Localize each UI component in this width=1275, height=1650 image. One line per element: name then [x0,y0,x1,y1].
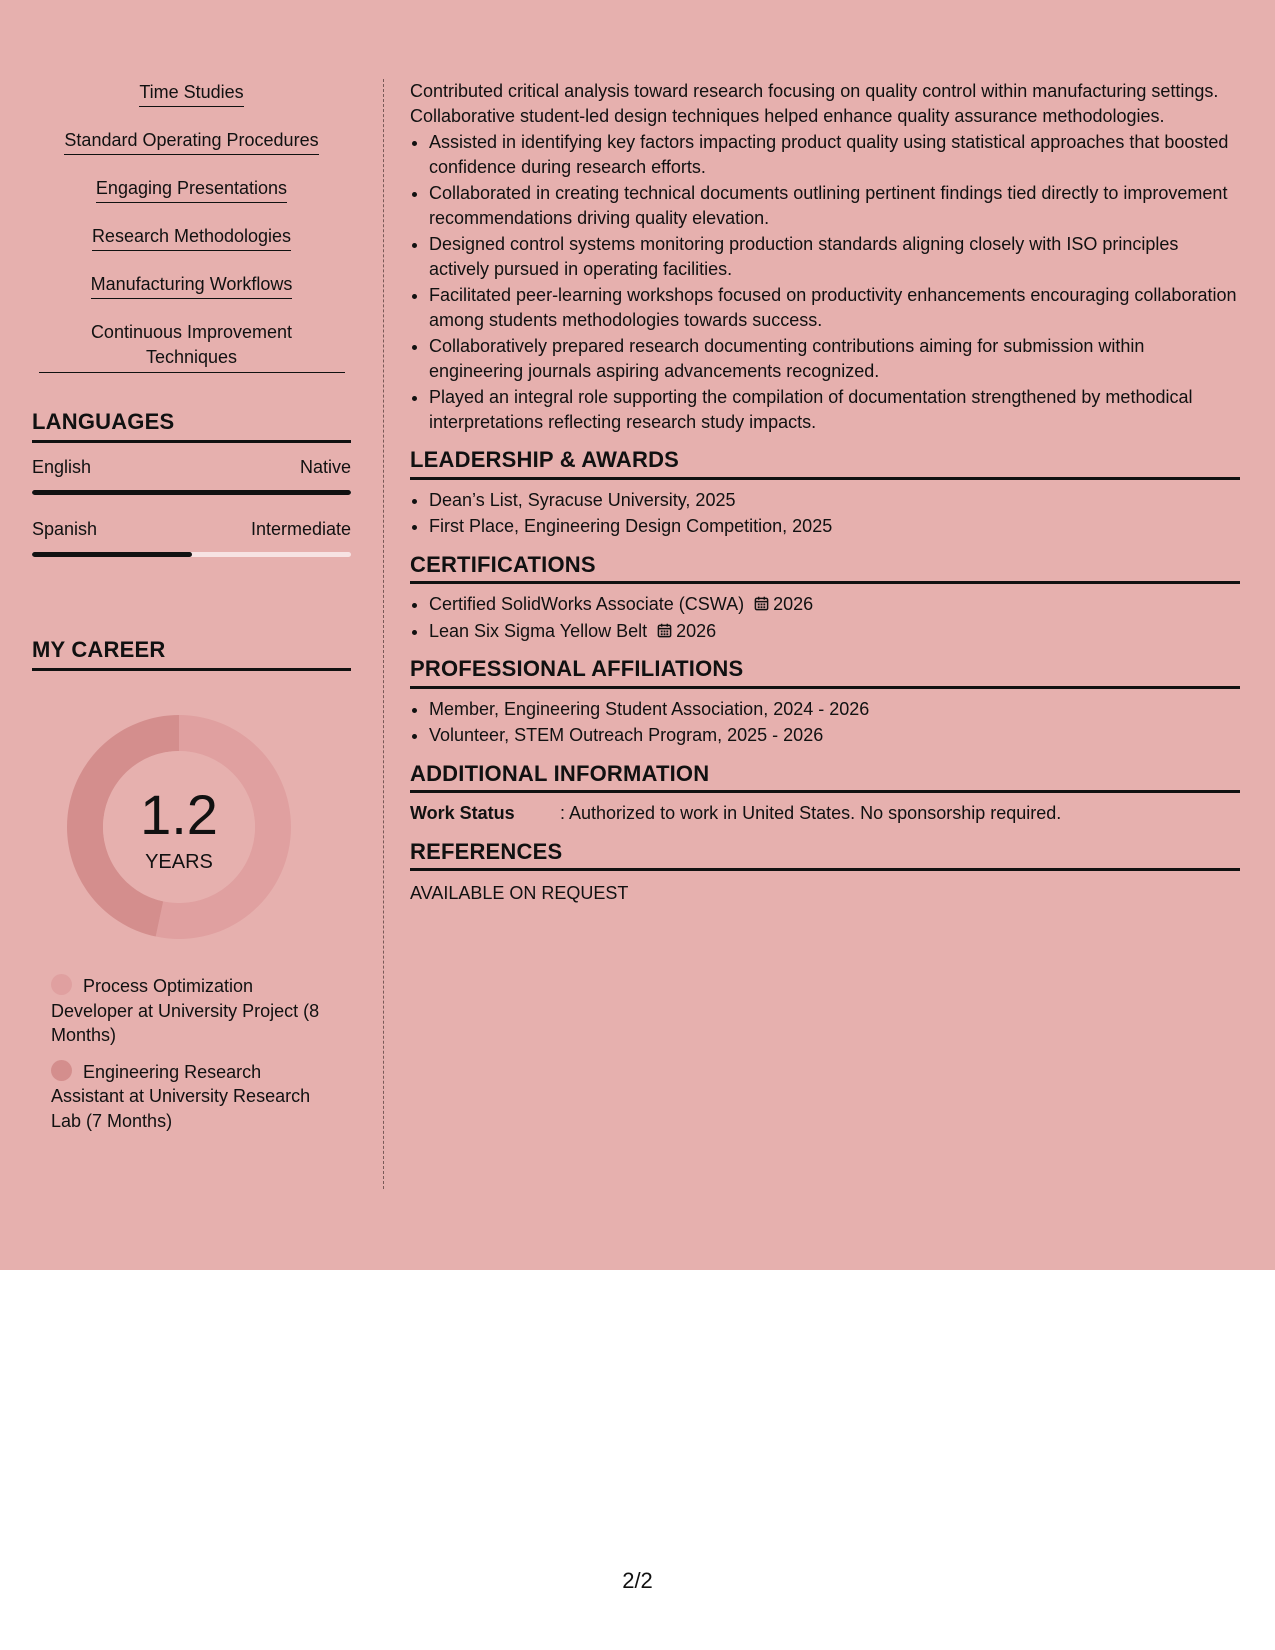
language-bar-fill [32,552,192,557]
skill-item: Standard Operating Procedures [32,128,351,155]
certification-item [429,619,1240,644]
certification-name: Certified SolidWorks Associate (CSWA) [429,594,745,614]
skill-item: Continuous Improvement Techniques [32,320,351,373]
additional-info-title: ADDITIONAL INFORMATION [410,762,1240,794]
references-section [410,840,1240,906]
career-legend-item [51,1060,321,1134]
affiliations-section [410,657,1240,748]
award-item: • Dean’s List, Syracuse University, 2025 [429,488,1240,513]
right-column [410,79,1240,906]
experience-bullet: • Designed control systems monitoring production standards aligning closely with ISO principles actively pursued in operating facilities. [429,232,1240,281]
affiliation-item: • Volunteer, STEM Outreach Program, 2025 - 2026 [429,723,1240,748]
experience-bullet: • Assisted in identifying key factors impacting product quality using statistical approaches that boosted confidence during research efforts. [429,130,1240,179]
language-item [32,517,351,557]
career-job-label: Process Optimization Developer at University Project (8 Months) [51,976,320,1045]
calendar-icon [754,596,769,611]
language-level: Native [299,457,351,477]
left-column [32,80,351,1145]
skills-list [32,80,351,373]
work-status-value: : Authorized to work in United States. No sponsorship required. [560,803,1062,823]
language-level: Intermediate [250,519,351,539]
experience-bullet: • Collaboratively prepared research documenting contributions aiming for submission within engineering journals aspiring advancements recognized. [429,334,1240,383]
certification-name: Lean Six Sigma Yellow Belt [429,620,648,641]
language-item [32,455,351,495]
additional-info-section [410,762,1240,826]
languages-title: LANGUAGES [32,409,351,443]
certifications-title: CERTIFICATIONS [410,553,1240,585]
career-legend-item [51,974,321,1048]
column-divider [383,79,384,1189]
career-donut-chart [67,715,291,939]
experience-bullet: • Collaborated in creating technical documents outlining pertinent findings tied directly to improvement recommendations driving quality elevation. [429,181,1240,230]
legend-dot [51,1060,72,1081]
career-section [32,637,351,1133]
skill-item: Manufacturing Workflows [32,272,351,299]
skill-item: Research Methodologies [32,224,351,251]
career-years-unit: YEARS [145,851,213,873]
languages-section [32,409,351,557]
language-name: Spanish [32,519,98,539]
certifications-section [410,553,1240,644]
experience-bullet: • Facilitated peer-learning workshops focused on productivity enhancements encouraging collaboration among students methodologies towards success. [429,283,1240,332]
language-name: English [32,457,92,477]
page-number: 2/2 [622,1568,653,1593]
references-text: AVAILABLE ON REQUEST [410,883,629,903]
career-total-years: 1.2 [140,783,218,846]
awards-section [410,448,1240,539]
language-bar [32,490,351,495]
awards-title: LEADERSHIP & AWARDS [410,448,1240,480]
language-bar-fill [32,490,351,495]
career-legend [51,974,321,1133]
legend-dot [51,974,72,995]
references-title: REFERENCES [410,840,1240,872]
skill-item: Engaging Presentations [32,176,351,203]
experience-intro: Contributed critical analysis toward research focusing on quality control within manufacturing settings. Collaborative student-led design techniques helped enhance quality assurance methodologies. [410,81,1219,126]
certification-item [429,592,1240,617]
career-title: MY CAREER [32,637,351,671]
affiliations-title: PROFESSIONAL AFFILIATIONS [410,657,1240,689]
work-status-label: Work Status [410,803,515,823]
experience-bullet: • Played an integral role supporting the compilation of documentation strengthened by methodical interpretations reflecting research study impacts. [429,385,1240,434]
certification-year: 2026 [676,620,717,641]
work-status-row [410,801,1240,826]
language-bar [32,552,351,557]
experience-bullets [410,130,1240,434]
skill-item: Time Studies [32,80,351,107]
career-job-label: Engineering Research Assistant at University Research Lab (7 Months) [51,1061,311,1131]
affiliation-item: • Member, Engineering Student Association, 2024 - 2026 [429,697,1240,722]
calendar-icon [657,623,672,638]
certification-year: 2026 [773,594,814,614]
award-item: • First Place, Engineering Design Competition, 2025 [429,514,1240,539]
